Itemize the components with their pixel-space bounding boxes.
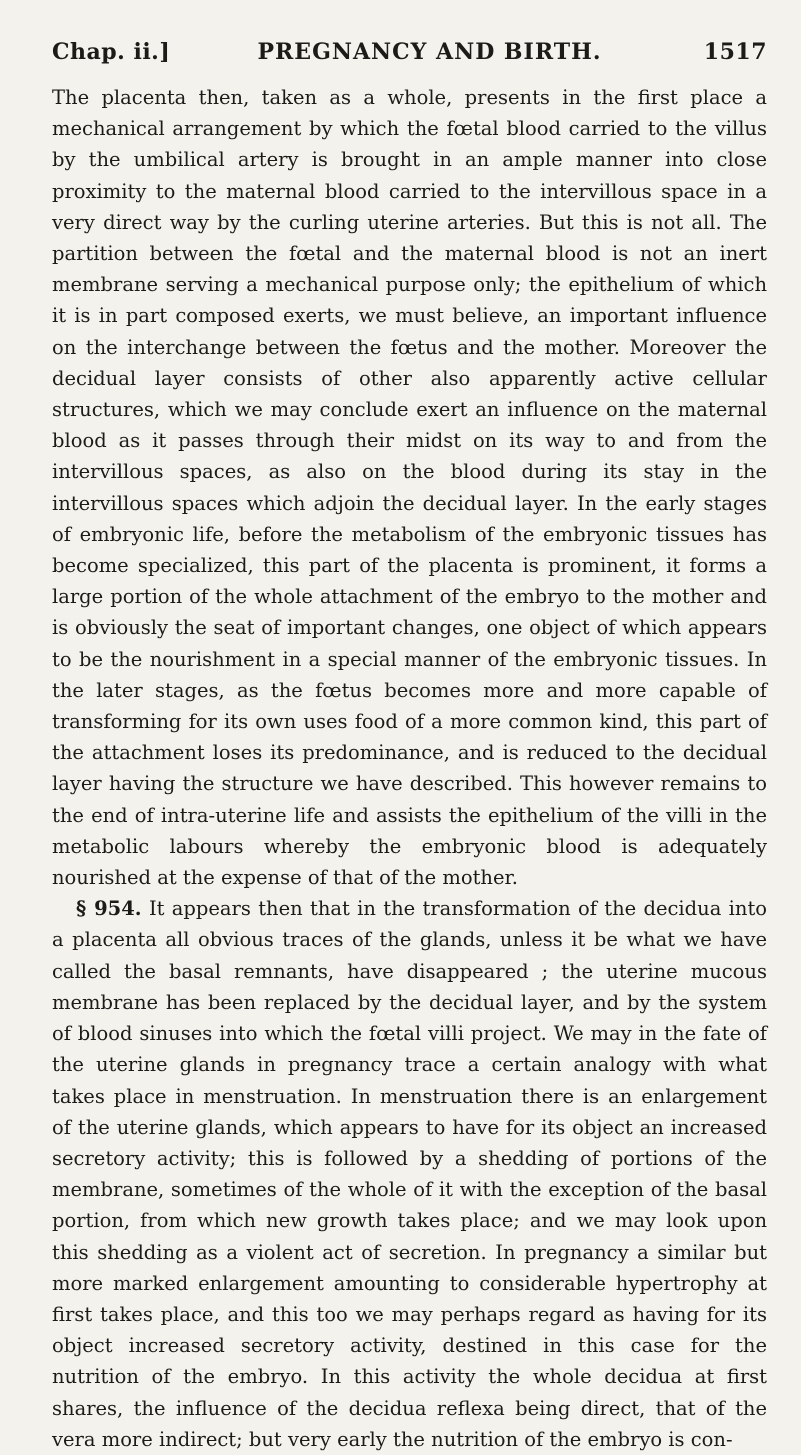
running-head xyxy=(52,38,767,66)
paragraph-2-text: It appears then that in the transformation of the decidua into a placenta all obvious traces of the glands, unless it be what we have called the basal remnants, have disappeared ; the uterine mucous membrane has been replaced by the decidual layer, and by the system of blood sinuses into which the fœtal villi project. We may in the fate of the uterine glands in pregnancy trace a certain analogy with what takes place in menstruation. In menstruation there is an enlargement of the uterine glands, which appears to have for its object an increased secretory activity; this is followed by a shedding of portions of the membrane, sometimes of the whole of it with the exception of the basal portion, from which new growth takes place; and we may look upon this shedding as a violent act of secretion. In pregnancy a similar but more marked enlargement amounting to considerable hypertrophy at first takes place, and this too we may perhaps regard as having for its object increased secretory activity, destined in this case for the nutrition of the embryo. In this activity the whole decidua at first shares, the influence of the decidua reflexa being direct, that of the vera more indirect; but very early the nutrition of the embryo is con- xyxy=(52,897,768,1451)
page-number: 1517 xyxy=(703,39,767,65)
body-text xyxy=(52,82,767,1455)
paragraph-1 xyxy=(52,82,767,893)
book-page xyxy=(52,38,768,1451)
chapter-label: Chap. ii.] xyxy=(52,39,171,65)
page-title: PREGNANCY AND BIRTH. xyxy=(257,39,602,65)
paragraph-2 xyxy=(52,893,767,1455)
paragraph-1-text: The placenta then, taken as a whole, presents in the first place a mechanical arrangement by which the fœtal blood carried to the villus by the umbilical artery is brought in an ample manner into close proximity to the maternal blood carried to the intervillous space in a very direct way by the curling uterine arteries. But this is not all. The partition between the fœtal and the maternal blood is not an inert membrane serving a mechanical purpose only; the epithelium of which it is in part composed exerts, we must believe, an important influence on the interchange between the fœtus and the mother. Moreover the decidual layer consists of other also apparently active cellular structures, which we may conclude exert an influence on the maternal blood as it passes through their midst on its way to and from the intervillous spaces, as also on the blood during its stay in the intervillous spaces which adjoin the decidual layer. In the early stages of embryonic life, before the metabolism of the embryonic tissues has become specialized, this part of the placenta is prominent, it forms a large portion of the whole attachment of the embryo to the mother and is obviously the seat of important changes, one object of which appears to be the nourishment in a special manner of the embryonic tissues. In the later stages, as the fœtus becomes more and more capable of transforming for its own uses food of a more common kind, this part of the attachment loses its predominance, and is reduced to the decidual layer having the structure we have described. This however remains to the end of intra-uterine life and assists the epithelium of the villi in the metabolic labours whereby the embryonic blood is adequately nourished at the expense of that of the mother. xyxy=(52,86,767,890)
section-number: § 954. xyxy=(76,897,142,921)
